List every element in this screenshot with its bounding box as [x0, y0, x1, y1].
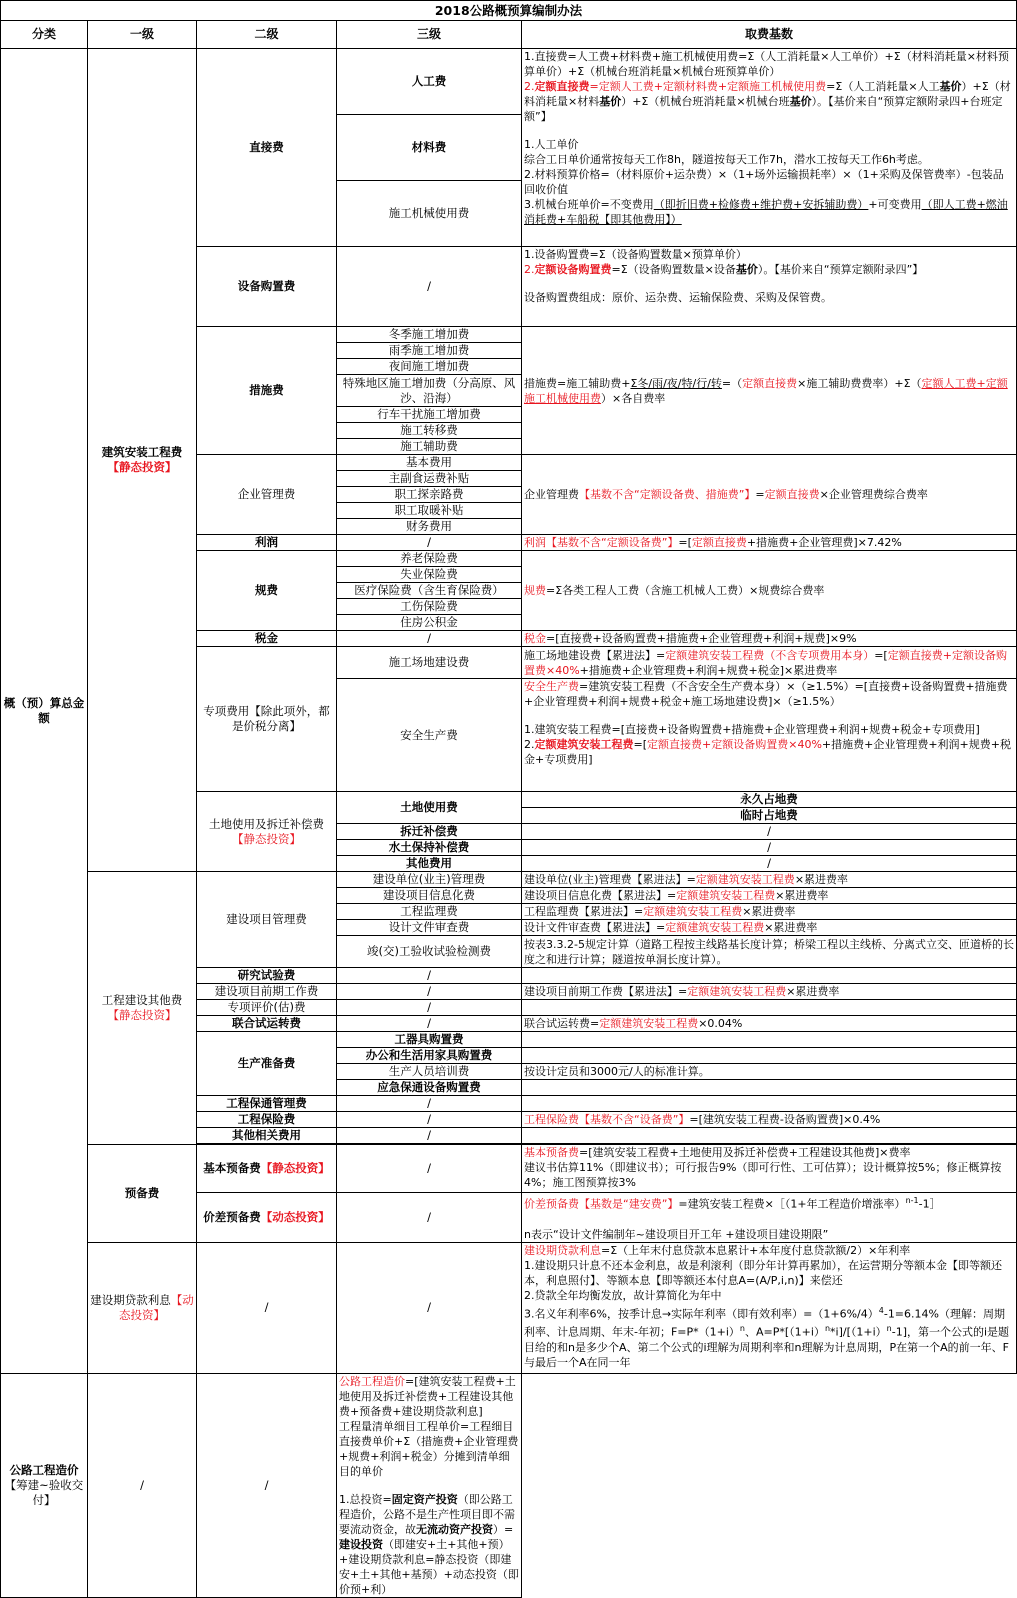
- yjsy-cell: 研究试验费: [197, 968, 337, 984]
- bx-cell: 工程保险费: [197, 1112, 337, 1128]
- dk-desc: 建设期贷款利息=Σ（上年末付息贷款本息累计+本年度付息贷款额/2）×年利率 1.建设期只计息不还本金利息，故是利滚利（即分年计算再累加），在运营期分等额本金【即等额还本，利息照付】、等额本息【即等额还本付息A=(A/P,i,n)】来偿还 2.贷款全年均衡发放，故计算简化为年中 3.名义年利率6%，按季计息→实际年利率（即有效利率）$=(1+6\%/4)^4-1=6.14\%$（理解：周期利率、计息周期、年末-年初；$F=P*(1+i)^n$、$A=P*[(1+i)^n*i]/[(1+i)^n-1]$，第一个公式的i是题目给的和n是多少个A、第二个公式的i理解为周期利率和n理解为计息周期，P在第一个A的前一年、F与最后一个A在同一年: [522, 1242, 1017, 1373]
- qygl-item: 基本费用: [337, 455, 522, 471]
- zjf-desc: 1.直接费=人工费+材料费+施工机械使用费=Σ（人工消耗量×人工单价）+Σ（材料消耗量×材料预算单价）+Σ（机械台班消耗量×机械台班预算单价） 2.定额直接费=定额人工费+定额材料费+定额施工机械使用费=Σ（人工消耗量×人工基价）+Σ（材料消耗量×材料基价）+Σ（机械台班消耗量×机械台班基价）。【基价来自“预算定额附录四+台班定额”】 1.人工单价 综合工日单价通常按每天工作8h，隧道按每天工作7h，潜水工按每天工作6h考虑。 2.材料预算价格=（材料原价+运杂费）×（1+场外运输损耗率）×（1+采购及保管费率）-包装品回收价值 3.机械台班单价=不变费用（即折旧费+检修费+维护费+安拆辅助费）+可变费用（即人工费+燃油消耗费+车船税【即其他费用】）: [522, 49, 1017, 247]
- sj-cell: 税金: [197, 631, 337, 647]
- lhsy-desc: 联合试运转费=定额建筑安装工程费×0.04%: [522, 1016, 1017, 1032]
- ybf-jb-desc: 基本预备费=[建筑安装工程费+土地使用及拆迁补偿费+工程建设其他费]×费率 建议书估算11%（即建议书）；可行报告9%（即可行性、工可估算）；设计概算按5%；修正概算按4%；施工图预算按3%: [522, 1145, 1017, 1193]
- zxpj-cell: 专项评价(估)费: [197, 1000, 337, 1016]
- td-item: 临时占地费: [522, 808, 1017, 824]
- gf-item: 养老保险费: [337, 551, 522, 567]
- sczb-item: 工器具购置费: [337, 1032, 522, 1048]
- zx-aq-desc: 安全生产费=建筑安装工程费（不含安全生产费本身）×（≥1.5%）=[直接费+设备购置费+措施费+企业管理费+利润+规费+税金+施工场地建设费]×（≥1.5%） 1.建筑安装工程费=[直接费+设备购置费+措施费+企业管理费+利润+规费+税金+专项费用] 2.定额建筑安装工程费=[定额直接费+定额设备购置费×40%+措施费+企业管理费+利润+规费+税金+专项费用]: [522, 679, 1017, 792]
- bx-desc: 工程保险费【基数不含“设备费”】=[建筑安装工程费-设备购置费]×0.4%: [522, 1112, 1017, 1128]
- header-category: 分类: [1, 21, 88, 49]
- sj-l3: /: [337, 631, 522, 647]
- lhsy-l3: /: [337, 1016, 522, 1032]
- header-row: [1, 21, 1017, 49]
- sbgz-desc: 1.设备购置费=Σ（设备购置数量×预算单价） 2.定额设备购置费=Σ（设备购置数量×设备基价）。【基价来自“预算定额附录四”】 设备购置费组成：原价、运杂费、运输保险费、采购及保管费。: [522, 247, 1017, 327]
- lr-cell: 利润: [197, 535, 337, 551]
- sczb-desc-empty: [522, 1080, 1017, 1096]
- l3-machine: 施工机械使用费: [337, 181, 522, 247]
- gcjs-cell: 工程建设其他费 【静态投资】: [88, 872, 197, 1145]
- csf-item: 施工辅助费: [337, 439, 522, 455]
- sczb-desc-empty: [522, 1032, 1017, 1048]
- td-item: 永久占地费: [522, 792, 1017, 808]
- csf-item: 冬季施工增加费: [337, 327, 522, 343]
- xmgl-desc: 设计文件审查费【累进法】=定额建筑安装工程费×累进费率: [522, 920, 1017, 936]
- sczb-desc: 按设计定员和3000元/人的标准计算。: [522, 1064, 1017, 1080]
- zj-l3: /: [197, 1373, 337, 1597]
- header-level2: 二级: [197, 21, 337, 49]
- td-row-l3: /: [522, 856, 1017, 872]
- xmgl-item: 设计文件审查费: [337, 920, 522, 936]
- csf-item: 行车干扰施工增加费: [337, 407, 522, 423]
- qygl-desc: 企业管理费【基数不含“定额设备费、措施费”】=定额直接费×企业管理费综合费率: [522, 455, 1017, 535]
- ybf-jc-l3: /: [337, 1193, 522, 1243]
- qt-desc: [522, 1128, 1017, 1144]
- ybf-jc: 价差预备费【动态投资】: [197, 1193, 337, 1243]
- csf-desc: 措施费=施工辅助费+Σ冬/雨/夜/特/行/转=（定额直接费×施工辅助费费率）+Σ（定额人工费+定额施工机械使用费）×各自费率: [522, 327, 1017, 455]
- sczb-desc-empty: [522, 1048, 1017, 1064]
- lr-l3: /: [337, 535, 522, 551]
- xmgl-desc: 工程监理费【累进法】=定额建筑安装工程费×累进费率: [522, 904, 1017, 920]
- zj-cell: 公路工程造价 【筹建~验收交付】: [1, 1373, 88, 1597]
- qq-desc: 建设项目前期工作费【累进法】=定额建筑安装工程费×累进费率: [522, 984, 1017, 1000]
- qygl-item: 财务费用: [337, 519, 522, 535]
- td-row-l2: 其他费用: [337, 856, 522, 872]
- qygl-item: 职工取暖补贴: [337, 503, 522, 519]
- zj-l2: /: [88, 1373, 197, 1597]
- l3-labor: 人工费: [337, 49, 522, 115]
- gf-item: 住房公积金: [337, 615, 522, 631]
- qq-cell: 建设项目前期工作费: [197, 984, 337, 1000]
- zjf-cell: 直接费: [197, 49, 337, 247]
- sczb-item: 生产人员培训费: [337, 1064, 522, 1080]
- btgl-desc: [522, 1096, 1017, 1112]
- yjsy-desc: [522, 968, 1017, 984]
- sczb-item: 应急保通设备购置费: [337, 1080, 522, 1096]
- zx-aq: 安全生产费: [337, 679, 522, 792]
- qygl-item: 职工探亲路费: [337, 487, 522, 503]
- xmgl-desc: 按表3.3.2-5规定计算（道路工程按主线路基长度计算；桥梁工程以主线桥、分离式立交、匝道桥的长度之和进行计算；隧道按单洞长度计算）。: [522, 936, 1017, 968]
- csf-item: 雨季施工增加费: [337, 343, 522, 359]
- xmgl-item: 工程监理费: [337, 904, 522, 920]
- td-row-l2: 水土保持补偿费: [337, 840, 522, 856]
- xmgl-item: 竣(交)工验收试验检测费: [337, 936, 522, 968]
- gf-item: 医疗保险费（含生育保险费）: [337, 583, 522, 599]
- sczb-item: 办公和生活用家具购置费: [337, 1048, 522, 1064]
- zj-desc: 公路工程造价=[建筑安装工程费+土地使用及拆迁补偿费+工程建设其他费+预备费+建设期贷款利息] 工程量清单细目工程单价=工程细目直接费单价+Σ（措施费+企业管理费+规费+利润+税金）分摊到清单细目的单价 1.总投资=固定资产投资（即公路工程造价，公路不是生产性项目即不需要流动资金，故无流动资产投资）=建设投资（即建安+土+其他+预）+建设期贷款利息=静态投资（即建安+土+其他+基预）+动态投资（即价预+利）: [337, 1373, 522, 1597]
- zxpj-desc: [522, 1000, 1017, 1016]
- ybf-cell: 预备费: [88, 1145, 197, 1243]
- zx-cd-desc: 施工场地建设费【累进法】=定额建筑安装工程费（不含专项费用本身）=[定额直接费+定额设备购置费×40%+措施费+企业管理费+利润+规费+税金]×累进费率: [522, 647, 1017, 679]
- qygl-item: 主副食运费补贴: [337, 471, 522, 487]
- qygl-cell: 企业管理费: [197, 455, 337, 535]
- td-row-l3: /: [522, 824, 1017, 840]
- lr-desc: 利润【基数不含“定额设备费”】=[定额直接费+措施费+企业管理费]×7.42%: [522, 535, 1017, 551]
- sczb-cell: 生产准备费: [197, 1032, 337, 1096]
- td-row-l2: 拆迁补偿费: [337, 824, 522, 840]
- sj-desc: 税金=[直接费+设备购置费+措施费+企业管理费+利润+规费]×9%: [522, 631, 1017, 647]
- ybf-jc-desc: 价差预备费【基数是“建安费”】=建筑安装工程费×［（1+年工程造价增涨率）$^{n-1}$-1］ n表示“设计文件编制年~建设项目开工年 +建设项目建设期限”: [522, 1193, 1017, 1243]
- qt-cell: 其他相关费用: [197, 1128, 337, 1144]
- table-title: 2018公路概预算编制办法: [1, 1, 1017, 21]
- ybf-jb: 基本预备费【静态投资】: [197, 1145, 337, 1193]
- lhsy-cell: 联合试运转费: [197, 1016, 337, 1032]
- qt-l3: /: [337, 1128, 522, 1144]
- td-row-l3: /: [522, 840, 1017, 856]
- zx-cell: 专项费用【除此项外，都是价税分离】: [197, 647, 337, 792]
- tdsy-cell: 土地使用费: [337, 792, 522, 824]
- header-level1: 一级: [88, 21, 197, 49]
- gf-cell: 规费: [197, 551, 337, 631]
- xmgl-item: 建设单位(业主)管理费: [337, 872, 522, 888]
- btgl-l3: /: [337, 1096, 522, 1112]
- total-amount-cell: 概（预）算总金额: [1, 49, 88, 1374]
- xmgl-item: 建设项目信息化费: [337, 888, 522, 904]
- zxpj-l3: /: [337, 1000, 522, 1016]
- gf-desc: 规费=Σ各类工程人工费（含施工机械人工费）×规费综合费率: [522, 551, 1017, 631]
- xmgl-desc: 建设项目信息化费【累进法】=定额建筑安装工程费×累进费率: [522, 888, 1017, 904]
- csf-item: 施工转移费: [337, 423, 522, 439]
- csf-item: 夜间施工增加费: [337, 359, 522, 375]
- qq-l3: /: [337, 984, 522, 1000]
- jaz-cell: 建筑安装工程费 【静态投资】: [88, 49, 197, 872]
- sbgz-cell: 设备购置费: [197, 247, 337, 327]
- csf-cell: 措施费: [197, 327, 337, 455]
- l3-material: 材料费: [337, 115, 522, 181]
- btgl-cell: 工程保通管理费: [197, 1096, 337, 1112]
- sbgz-l3: /: [337, 247, 522, 327]
- header-level3: 三级: [337, 21, 522, 49]
- ybf-jb-l3: /: [337, 1145, 522, 1193]
- xmgl-desc: 建设单位(业主)管理费【累进法】=定额建筑安装工程费×累进费率: [522, 872, 1017, 888]
- dk-l3: /: [337, 1242, 522, 1373]
- gf-item: 工伤保险费: [337, 599, 522, 615]
- zx-cd: 施工场地建设费: [337, 647, 522, 679]
- gf-item: 失业保险费: [337, 567, 522, 583]
- dk-l2: /: [197, 1242, 337, 1373]
- header-basis: 取费基数: [522, 21, 1017, 49]
- dk-cell: 建设期贷款利息【动态投资】: [88, 1242, 197, 1373]
- bx-l3: /: [337, 1112, 522, 1128]
- xmgl-cell: 建设项目管理费: [197, 872, 337, 968]
- td-cell: 土地使用及拆迁补偿费【静态投资】: [197, 792, 337, 872]
- yjsy-l3: /: [337, 968, 522, 984]
- csf-item: 特殊地区施工增加费（分高原、风沙、沿海）: [337, 375, 522, 407]
